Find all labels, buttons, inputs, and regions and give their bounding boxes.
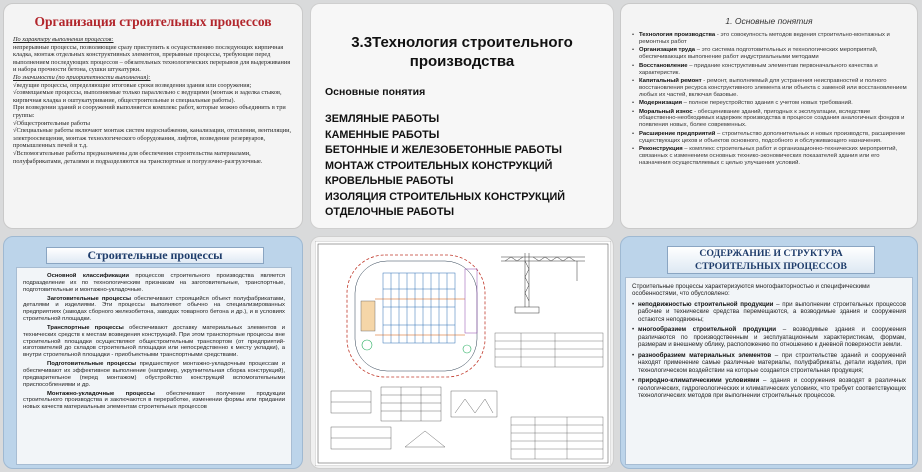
slide-content-structure <box>620 236 918 469</box>
list-item: КАМЕННЫЕ РАБОТЫ <box>325 128 440 141</box>
slide-technology <box>310 3 614 229</box>
work-types-list <box>325 112 613 221</box>
slide-subtitle: Основные понятия <box>325 86 426 98</box>
site-plan-drawing <box>315 241 611 466</box>
slide-title <box>667 246 875 274</box>
section-heading: По значимости (по приоритетности выполнения): <box>13 73 151 81</box>
list-item <box>638 301 906 324</box>
slide-basic-concepts <box>620 3 918 229</box>
definition: – при строительстве зданий и сооружений находят применение самые различные материалы, полуфабрикаты, детали изделия, при технологическом воздействии на которые создается строительная продукция; <box>638 351 906 374</box>
slide-organization <box>3 3 303 229</box>
list-item <box>639 78 909 99</box>
paragraph: √Специальные работы включают монтаж систем водоснабжения, канализации, отопления, вентиляции, электроосвещения, монтаж технологического оборудования, лифтов, возведение резервуаров, промышленных печей и т.д. <box>13 127 292 150</box>
list-item <box>639 146 909 167</box>
definition: – здания и сооружения возводят в различных геологических, гидрогеологических и климатических условиях, что требует соответствующих технологических методов при выполнении строительных процессов. <box>638 377 906 400</box>
term: Организация труда <box>639 47 696 54</box>
list-item <box>639 32 909 46</box>
term: Моральный износ <box>639 108 693 115</box>
slide-title: Организация строительных процессов <box>34 14 272 29</box>
section-heading: По характеру выполнения процессов: <box>13 36 114 43</box>
definition: – полное переустройство здания с учетом новых требований. <box>682 100 853 107</box>
paragraph-text: предшествуют монтажно-укладочным процессам и обеспечивают их эффективное выполнение (например, укрупнительная сборка конструкций), предварительное (перед монтажом) обустройство конструкций вспомогательными приспособлениями и др. <box>23 361 285 388</box>
term: Модернизация <box>639 100 683 107</box>
paragraph: √ведущие процессы, определяющие итоговые сроки возведения здания или сооружения; <box>13 81 252 89</box>
term: Монтажно-укладочные процессы <box>47 390 155 397</box>
paragraph: √Общестроительные работы <box>13 119 91 127</box>
term: природно-климатическими условиями <box>638 377 760 385</box>
paragraph: непрерывные процессы, позволяющие сразу приступить к осуществлению последующих кирпичная кладка, монтаж отдельных конструктивных элементов, прерывные процессы, требующие перед выполнением последующих процессов – обязательных технологических перерывов для выдерживания и набора прочности бетона, сушки штукатурки. <box>13 43 291 74</box>
slide-body <box>625 277 913 465</box>
list-item: ИЗОЛЯЦИЯ СТРОИТЕЛЬНЫХ КОНСТРУКЦИЙ <box>325 190 565 203</box>
list-item <box>638 352 906 375</box>
term: Основной классификации <box>47 273 129 279</box>
list-item <box>639 100 909 107</box>
definition: – строительство дополнительных и новых производств, расширение существующих цехов и объектов основного, подсобного и обслуживающего назначения. <box>639 130 906 144</box>
paragraph-text: процессов строительного производства является подразделение их по технологическим признакам на заготовительные, транспортные, подготовительные и монтажно-укладочные. <box>23 273 285 293</box>
term: Капитальный ремонт <box>639 77 702 84</box>
term: Расширение предприятий <box>639 130 716 137</box>
paragraph <box>23 325 285 359</box>
definition: – возводимые здания и сооружения различаются по производственным и эксплуатационным характеристикам, формам, размерам и внешнему облику, расположению по отношению к дневной поверхности земли. <box>638 326 906 349</box>
slide-site-plan <box>310 236 614 469</box>
slide-body <box>4 30 302 165</box>
list-item <box>639 109 909 130</box>
definition: – придание конструктивным элементам первоначального качества и характеристик. <box>639 62 878 76</box>
term: разнообразием материальных элементов <box>638 351 772 359</box>
term: Заготовительные процессы <box>47 295 132 302</box>
concepts-list <box>639 32 909 167</box>
definition: – при выполнении строительных процессов рабочие и технические средства перемещаются, а возводимые здания и сооружения остаются неподвижны; <box>638 300 906 323</box>
paragraph <box>23 273 285 294</box>
paragraph <box>23 296 285 323</box>
intro-text: Строительные процессы характеризуются многофакторностью и специфическими особенностями, что обусловлено: <box>632 283 870 298</box>
paragraph-text: обеспечивают доставку материальных элементов и технических средств к местам возведения конструкций. При этом транспортные процессы вне строительной площадки осуществляют общестроительным транспортом (от предприятий-изготовителей до складов строительной площадки или непосредственно к месту укладки), а внутри строительной площадки - приобъектными транспортными средствами. <box>23 324 286 359</box>
list-item <box>639 131 909 145</box>
term: Подготовительные процессы <box>47 361 137 368</box>
paragraph-text: обеспечивают получение продукции строительного производства и заключаются в переработке, изменении формы или придании новых качеств материальным элементам строительных процессов <box>23 390 285 411</box>
slide-construction-processes <box>3 236 303 469</box>
slide-body <box>16 267 292 465</box>
title-line: СТРОИТЕЛЬНЫХ ПРОЦЕССОВ <box>695 260 847 272</box>
list-item: ОТДЕЛОЧНЫЕ РАБОТЫ <box>325 206 455 218</box>
list-item <box>639 63 909 77</box>
slide-title: 1. Основные понятия <box>725 16 813 26</box>
term: Восстановление <box>639 62 688 69</box>
list-item <box>638 326 906 349</box>
term: неподвижностью строительной продукции <box>638 300 774 308</box>
definition: - это совокупность методов ведения строительно-монтажных и ремонтных работ <box>639 32 890 45</box>
list-item: ЗЕМЛЯНЫЕ РАБОТЫ <box>325 113 440 125</box>
term: Технология производства <box>639 32 716 38</box>
factors-list <box>638 301 906 400</box>
term: Транспортные процессы <box>47 324 124 331</box>
paragraph: √Вспомогательные работы предназначены для обеспечения строительства материалами, полуфабрикатами, деталями и подразделяются на транспортные и погрузочно-разгрузочные. <box>13 149 263 165</box>
list-item: МОНТАЖ СТРОИТЕЛЬНЫХ КОНСТРУКЦИЙ <box>325 159 553 172</box>
term: Реконструкция <box>639 146 683 153</box>
paragraph <box>23 391 285 412</box>
definition: – это система подготовительных и технологических мероприятий, обеспечивающих выполнение работ индустриальными методами <box>639 47 878 61</box>
paragraph: При возведении зданий и сооружений выполняется комплекс работ, которые можно объединить в три группы: <box>13 104 286 119</box>
slide-title: Строительные процессы <box>46 247 264 264</box>
list-item <box>639 47 909 61</box>
paragraph <box>23 361 285 388</box>
definition: - обесценивание зданий, пригодных к эксплуатации, вследствие общественно-необходимых издержек производства в процессе создания аналогичных фондов и появления новых, более современных. <box>639 108 905 129</box>
term: многообразием строительной продукции <box>638 326 777 334</box>
definition: - ремонт, выполняемый для устранения неисправностей и полного восстановления ресурса конструктивного элемента или объекта с заменой или восстановлением любых их частей, включая базовые. <box>639 77 907 98</box>
paragraph-text: обеспечивают строящийся объект полуфабрикатами, деталями и изделиями. Эти процессы выполняют обычно на специализированных предприятиях (заводах сборного железобетона, заводах товарного бетона и др.), и в условиях строительной площадки. <box>23 295 286 323</box>
list-item <box>638 377 906 400</box>
list-item: КРОВЕЛЬНЫЕ РАБОТЫ <box>325 175 454 187</box>
title-line: СОДЕРЖАНИЕ И СТРУКТУРА <box>699 248 843 259</box>
definition: – комплекс строительных работ и организационно-технических мероприятий, связанных с изменением основных технико-экономических показателей здания или его назначения осуществляемых с целью улучшения условий. <box>639 146 898 166</box>
paragraph: √совмещаемые процессы, выполняемые только параллельно с ведущими (монтаж и заделка стыков, кирпичная кладка и оштукатуривание, общестроительные и специальные работы). <box>13 89 282 104</box>
list-item: БЕТОННЫЕ И ЖЕЛЕЗОБЕТОННЫЕ РАБОТЫ <box>325 144 562 156</box>
slide-title: 3.3Технология строительного производства <box>351 34 573 70</box>
